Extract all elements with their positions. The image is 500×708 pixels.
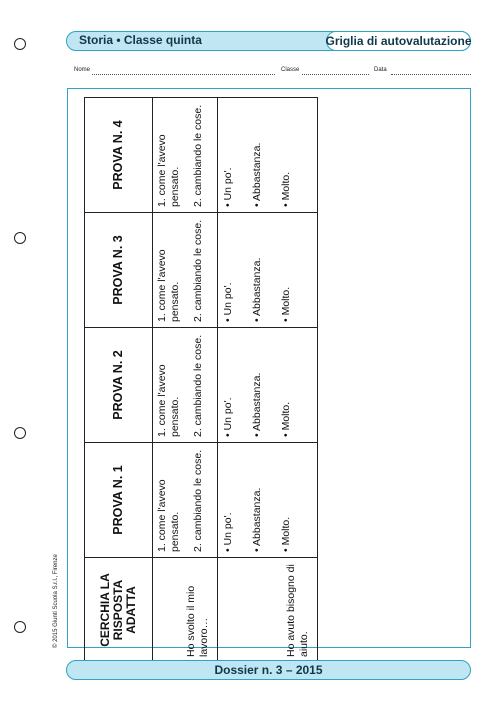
option-as-planned[interactable]: 1. come l'avevo pensato. [156,479,182,552]
option-a-little[interactable]: • Un po'. [222,167,234,207]
name-label: Nome [74,67,91,73]
name-field[interactable] [92,74,275,75]
option-changed[interactable]: 2. cambiando le cose. [192,104,205,207]
answer-cell-work-2 [153,328,218,443]
instruction-header: CERCHIA LA RISPOSTA ADATTA [85,558,153,663]
answer-cell-work-4 [153,98,218,213]
option-a-lot[interactable]: • Molto. [280,516,293,552]
column-header-prova-3: PROVA N. 3 [85,213,153,328]
option-a-lot[interactable]: • Molto. [280,401,293,437]
binder-hole-bottom [14,621,26,633]
date-field[interactable] [391,74,471,75]
option-enough[interactable]: • Abbastanza. [251,257,264,322]
option-enough[interactable]: • Abbastanza. [251,372,264,437]
class-label: Classe [281,67,300,73]
answer-cell-help-1 [218,443,318,558]
row-label-work: Ho svolto il mio lavoro… [153,558,218,663]
worksheet-title: Griglia di autovalutazione [326,31,471,51]
option-as-planned[interactable]: 1. come l'avevo pensato. [156,249,182,322]
option-a-little[interactable]: • Un po'. [222,512,234,552]
self-assessment-grid [84,98,317,663]
binder-hole-lower [14,427,26,439]
column-header-prova-4: PROVA N. 4 [85,98,153,213]
option-as-planned[interactable]: 1. come l'avevo pensato. [156,364,182,437]
option-changed[interactable]: 2. cambiando le cose. [192,219,205,322]
option-a-little[interactable]: • Un po'. [222,397,234,437]
subject-label: Storia • Classe quinta [79,33,202,47]
option-a-little[interactable]: • Un po'. [222,282,234,322]
answer-cell-help-2 [218,328,318,443]
class-field[interactable] [302,74,369,75]
date-label: Data [374,67,387,73]
answer-cell-work-3 [153,213,218,328]
option-changed[interactable]: 2. cambiando le cose. [192,334,205,437]
row-label-help: Ho avuto bisogno di aiuto. [218,558,318,663]
footer-dossier: Dossier n. 3 – 2015 [66,660,471,680]
answer-cell-work-1 [153,443,218,558]
option-changed[interactable]: 2. cambiando le cose. [192,449,205,552]
column-header-prova-1: PROVA N. 1 [85,443,153,558]
option-enough[interactable]: • Abbastanza. [251,487,264,552]
column-header-prova-2: PROVA N. 2 [85,328,153,443]
option-a-lot[interactable]: • Molto. [280,286,293,322]
option-enough[interactable]: • Abbastanza. [251,142,264,207]
copyright-notice: © 2015 Giunti Scuola S.r.l., Firenze [53,554,59,648]
option-as-planned[interactable]: 1. come l'avevo pensato. [156,134,182,207]
binder-hole-upper [14,232,26,244]
binder-hole-top [14,38,26,50]
option-a-lot[interactable]: • Molto. [280,171,293,207]
answer-cell-help-4 [218,98,318,213]
answer-cell-help-3 [218,213,318,328]
